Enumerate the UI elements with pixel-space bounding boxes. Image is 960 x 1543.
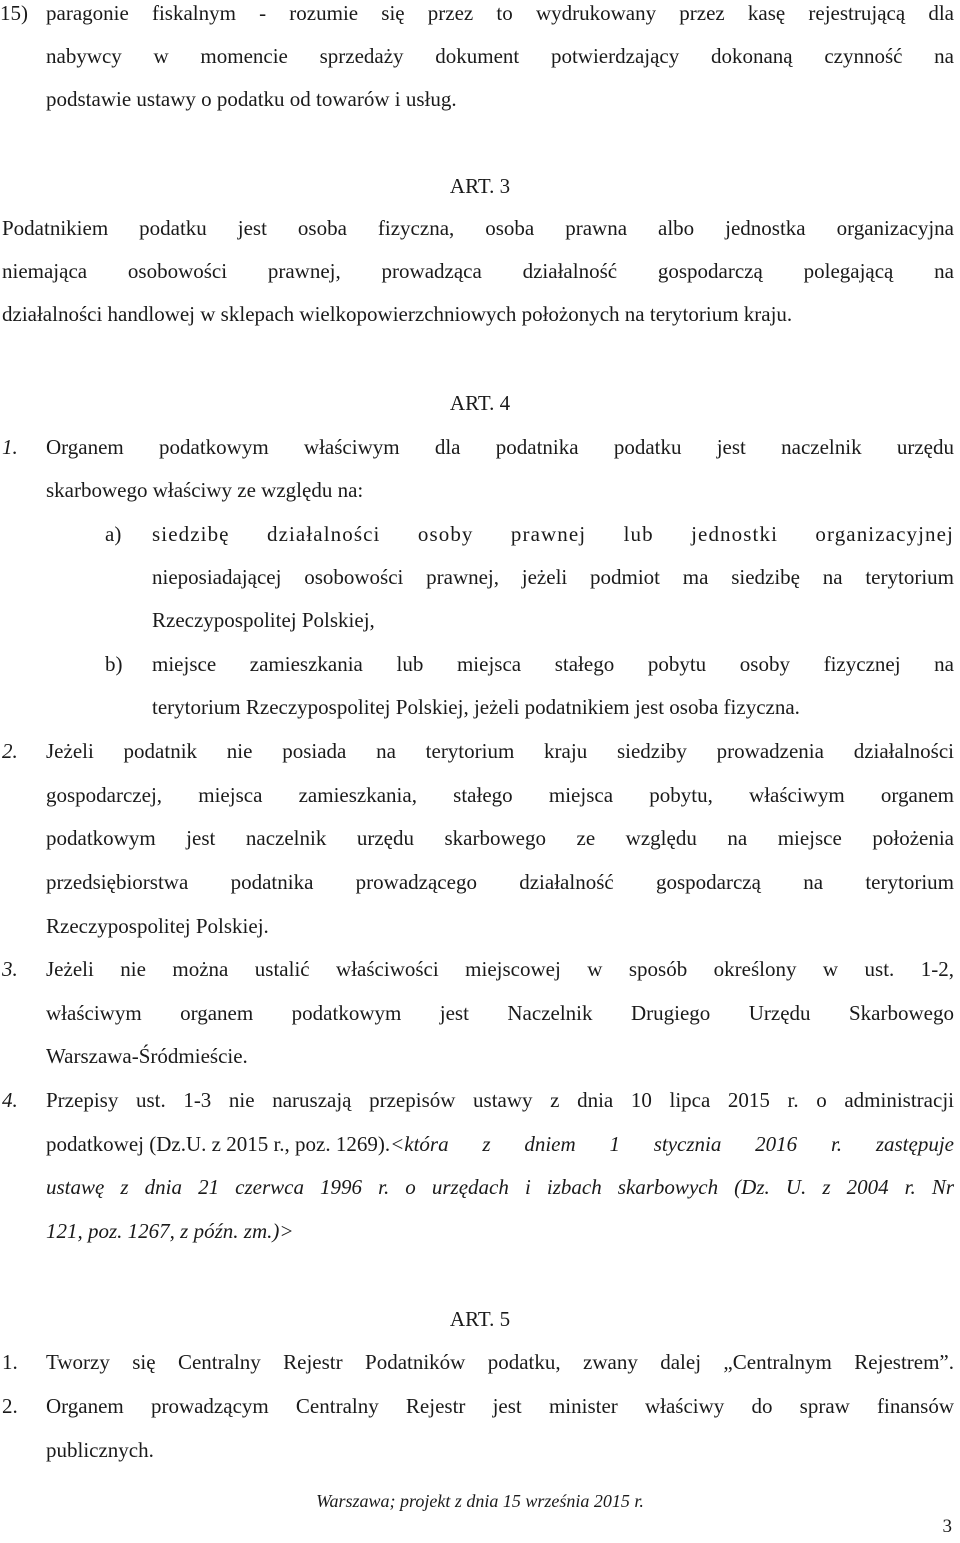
paragraph-line: nabywcy w momencie sprzedaży dokument potwierdzający dokonaną czynność na bbox=[46, 44, 954, 68]
paragraph-line: Jeżeli podatnik nie posiada na terytorium kraju siedziby prowadzenia działalności bbox=[46, 739, 954, 763]
line-row bbox=[0, 867, 960, 897]
page-number: 3 bbox=[942, 1516, 952, 1537]
paragraph-line: Warszawa-Śródmieście. bbox=[46, 1044, 248, 1068]
paragraph-1 bbox=[0, 432, 960, 462]
article-heading: ART. 3 bbox=[449, 174, 511, 198]
line-plain-part: podatkowej (Dz.U. z 2015 r., poz. 1269). bbox=[46, 1132, 391, 1156]
line-row bbox=[0, 911, 960, 941]
paragraph-line: nieposiadającej osobowości prawnej, jeżeli podmiot ma siedzibę na terytorium bbox=[152, 565, 954, 589]
paragraph-line: Tworzy się Centralny Rejestr Podatników podatku, zwany dalej „Centralnym Rejestrem”. bbox=[46, 1350, 954, 1374]
paragraph-line: Jeżeli nie można ustalić właściwości miejscowej w sposób określony w ust. 1-2, bbox=[46, 957, 954, 981]
paragraph-line: terytorium Rzeczypospolitej Polskiej, jeżeli podatnikiem jest osoba fizyczna. bbox=[152, 695, 800, 719]
paragraph-line: skarbowego właściwy ze względu na: bbox=[46, 478, 364, 502]
paragraph-line: miejsce zamieszkania lub miejsca stałego pobytu osoby fizycznej na bbox=[152, 652, 954, 676]
paragraph-line: paragonie fiskalnym - rozumie się przez to wydrukowany przez kasę rejestrującą dla bbox=[46, 1, 954, 25]
line-row bbox=[0, 1435, 960, 1465]
paragraph-line: Organem prowadzącym Centralny Rejestr jest minister właściwy do spraw finansów bbox=[46, 1394, 954, 1418]
line-row bbox=[0, 213, 960, 243]
paragraph-line: siedzibę działalności osoby prawnej lub jednostki organizacyjnej bbox=[152, 522, 954, 546]
article-heading: ART. 4 bbox=[449, 391, 511, 415]
paragraph-line: Rzeczypospolitej Polskiej. bbox=[46, 914, 269, 938]
line-row bbox=[0, 1172, 960, 1202]
point-a bbox=[0, 519, 960, 549]
line-row bbox=[0, 1041, 960, 1071]
amendment-note: <która z dniem 1 stycznia 2016 r. zastępuje bbox=[390, 1132, 954, 1156]
line-row bbox=[0, 1216, 960, 1246]
paragraph-number: 2. bbox=[2, 739, 18, 763]
paragraph-number: 4. bbox=[2, 1088, 18, 1112]
definition-15 bbox=[0, 0, 960, 28]
paragraph-line: działalności handlowej w sklepach wielkopowierzchniowych położonych na terytorium kraju. bbox=[2, 302, 793, 326]
line-row bbox=[0, 299, 960, 329]
line-row bbox=[0, 475, 960, 505]
paragraph-line bbox=[46, 1129, 954, 1159]
paragraph-3 bbox=[0, 954, 960, 984]
paragraph-line: Organem podatkowym właściwym dla podatnika podatku jest naczelnik urzędu bbox=[46, 435, 954, 459]
line-row bbox=[0, 1514, 960, 1540]
point-b bbox=[0, 649, 960, 679]
line-row bbox=[0, 562, 960, 592]
paragraph-line: podatkowym jest naczelnik urzędu skarbowego ze względu na miejsce położenia bbox=[46, 826, 954, 850]
line-row bbox=[0, 84, 960, 114]
line-row bbox=[0, 1129, 960, 1159]
paragraph-number: 1. bbox=[2, 435, 18, 459]
paragraph-number: 2. bbox=[2, 1394, 18, 1418]
line-row bbox=[0, 41, 960, 71]
amendment-note: ustawę z dnia 21 czerwca 1996 r. o urzędach i izbach skarbowych (Dz. U. z 2004 r. Nr bbox=[46, 1175, 954, 1199]
footer-text: Warszawa; projekt z dnia 15 września 2015 r. bbox=[316, 1491, 644, 1511]
line-row bbox=[0, 823, 960, 853]
line-row bbox=[0, 780, 960, 810]
paragraph-number: 1. bbox=[2, 1350, 18, 1374]
paragraph-line: właściwym organem podatkowym jest Naczelnik Drugiego Urzędu Skarbowego bbox=[46, 1001, 954, 1025]
point-label: b) bbox=[105, 652, 123, 676]
paragraph-line: podstawie ustawy o podatku od towarów i usług. bbox=[46, 87, 457, 111]
item-number: 15) bbox=[0, 1, 28, 25]
paragraph-line: Rzeczypospolitej Polskiej, bbox=[152, 608, 375, 632]
point-label: a) bbox=[105, 522, 122, 546]
paragraph-2 bbox=[0, 736, 960, 766]
paragraph-line: Podatnikiem podatku jest osoba fizyczna, osoba prawna albo jednostka organizacyjna bbox=[2, 216, 954, 240]
paragraph-2 bbox=[0, 1391, 960, 1421]
line-row bbox=[0, 998, 960, 1028]
paragraph-4 bbox=[0, 1085, 960, 1115]
article-heading: ART. 5 bbox=[449, 1307, 511, 1331]
paragraph-line: publicznych. bbox=[46, 1438, 154, 1462]
line-row bbox=[0, 256, 960, 286]
amendment-note: 121, poz. 1267, z późn. zm.)> bbox=[46, 1219, 294, 1243]
line-row bbox=[0, 605, 960, 635]
paragraph-line: Przepisy ust. 1-3 nie naruszają przepisów ustawy z dnia 10 lipca 2015 r. o administracji bbox=[46, 1088, 954, 1112]
paragraph-line: niemająca osobowości prawnej, prowadząca działalność gospodarczą polegającą na bbox=[2, 259, 954, 283]
paragraph-line: gospodarczej, miejsca zamieszkania, stałego miejsca pobytu, właściwym organem bbox=[46, 783, 954, 807]
line-row bbox=[0, 692, 960, 722]
paragraph-line: przedsiębiorstwa podatnika prowadzącego działalność gospodarczą na terytorium bbox=[46, 870, 954, 894]
paragraph-1 bbox=[0, 1347, 960, 1377]
paragraph-number: 3. bbox=[2, 957, 18, 981]
